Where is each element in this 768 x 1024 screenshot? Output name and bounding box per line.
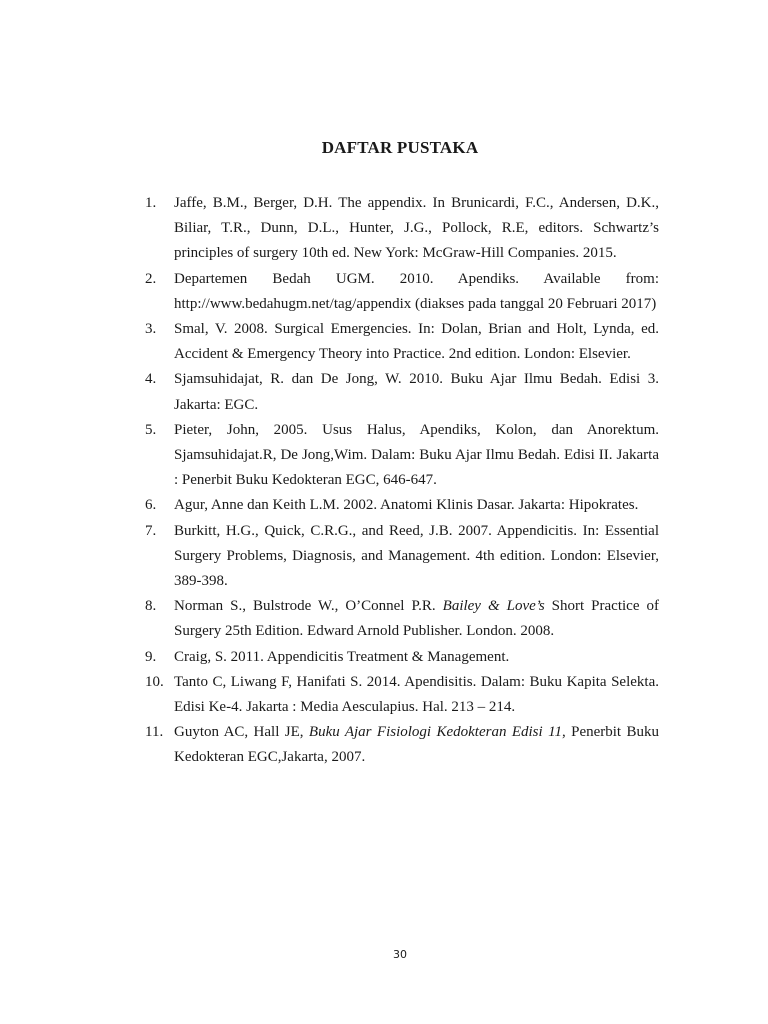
- reference-segment: Short Practice of Surgery 25th Edition. Edward Arnold Publisher. London. 2008.: [174, 598, 659, 640]
- reference-text: [174, 271, 659, 312]
- reference-segment: Jaffe, B.M., Berger, D.H. The appendix. In Brunicardi, F.C., Andersen, D.K., Biliar, T.R., Dunn, D.L., Hunter, J.G., Pollock, R.E, editors. Schwartz’s principles of surgery 10th ed. New York: McGraw-Hill Companies. 2015.: [174, 195, 659, 262]
- reference-segment: Agur, Anne dan Keith L.M. 2002. Anatomi Klinis Dasar. Jakarta: Hipokrates.: [174, 497, 639, 514]
- reference-text: [174, 497, 638, 513]
- reference-number: 9.: [145, 648, 157, 665]
- reference-text: [174, 724, 659, 765]
- reference-number: 6.: [145, 497, 157, 514]
- reference-segment: Departemen Bedah UGM. 2010. Apendiks. Available from: http://www.bedahugm.net/tag/appendix (diakses pada tanggal 20 Februari 2017): [174, 270, 659, 312]
- reference-number: 3.: [145, 321, 157, 338]
- reference-segment: Smal, V. 2008. Surgical Emergencies. In: Dolan, Brian and Holt, Lynda, ed. Accident & Emergency Theory into Practice. 2nd edition. London: Elsevier.: [174, 321, 659, 363]
- reference-italic-title: Bailey & Love’s: [442, 598, 545, 615]
- reference-item: [145, 594, 659, 644]
- reference-number: 10.: [145, 673, 164, 690]
- reference-item: [145, 317, 659, 367]
- reference-number: 4.: [145, 371, 157, 388]
- reference-text: [174, 321, 659, 362]
- reference-segment: Burkitt, H.G., Quick, C.R.G., and Reed, J.B. 2007. Appendicitis. In: Essential Surgery Problems, Diagnosis, and Management. 4th edition. London: Elsevier, 389-398.: [174, 522, 659, 590]
- reference-segment: Tanto C, Liwang F, Hanifati S. 2014. Apendisitis. Dalam: Buku Kapita Selekta. Edisi Ke-4. Jakarta : Media Aesculapius. Hal. 213 – 214.: [174, 673, 659, 716]
- reference-text: [174, 598, 659, 639]
- reference-item: [145, 418, 659, 494]
- page-title: DAFTAR PUSTAKA: [321, 138, 479, 157]
- reference-item: [145, 191, 659, 267]
- reference-number: 11.: [145, 724, 164, 741]
- reference-text: [174, 523, 659, 589]
- reference-item: [145, 267, 659, 317]
- reference-text: [174, 371, 659, 412]
- reference-segment: Pieter, John, 2005. Usus Halus, Apendiks, Kolon, dan Anorektum. Sjamsuhidajat.R, De Jong,Wim. Dalam: Buku Ajar Ilmu Bedah. Edisi II. Jakarta : Penerbit Buku Kedokteran EGC, 646-647.: [174, 421, 659, 489]
- reference-item: [145, 670, 659, 720]
- reference-number: 2.: [145, 270, 157, 287]
- reference-text: [174, 422, 659, 488]
- reference-segment: , Penerbit Buku Kedokteran EGC,Jakarta, 2007.: [174, 724, 659, 766]
- reference-item: [145, 493, 659, 518]
- reference-text: [174, 674, 659, 715]
- reference-segment: Guyton AC, Hall JE,: [174, 724, 309, 741]
- reference-text: [174, 649, 509, 665]
- reference-item: [145, 367, 659, 417]
- reference-segment: Norman S., Bulstrode W., O’Connel P.R.: [174, 598, 443, 615]
- reference-italic-title: Buku Ajar Fisiologi Kedokteran Edisi 11: [308, 724, 562, 741]
- reference-number: 7.: [145, 522, 157, 539]
- page-number: 30: [393, 948, 407, 961]
- reference-segment: Craig, S. 2011. Appendicitis Treatment & Management.: [174, 648, 510, 665]
- reference-item: [145, 645, 659, 670]
- reference-number: 5.: [145, 421, 157, 438]
- reference-number: 8.: [145, 598, 157, 615]
- reference-number: 1.: [145, 195, 157, 211]
- reference-text: [174, 195, 659, 261]
- reference-segment: Sjamsuhidajat, R. dan De Jong, W. 2010. Buku Ajar Ilmu Bedah. Edisi 3. Jakarta: EGC.: [174, 371, 659, 413]
- reference-list: [145, 191, 659, 771]
- reference-item: [145, 519, 659, 595]
- reference-item: [145, 720, 659, 770]
